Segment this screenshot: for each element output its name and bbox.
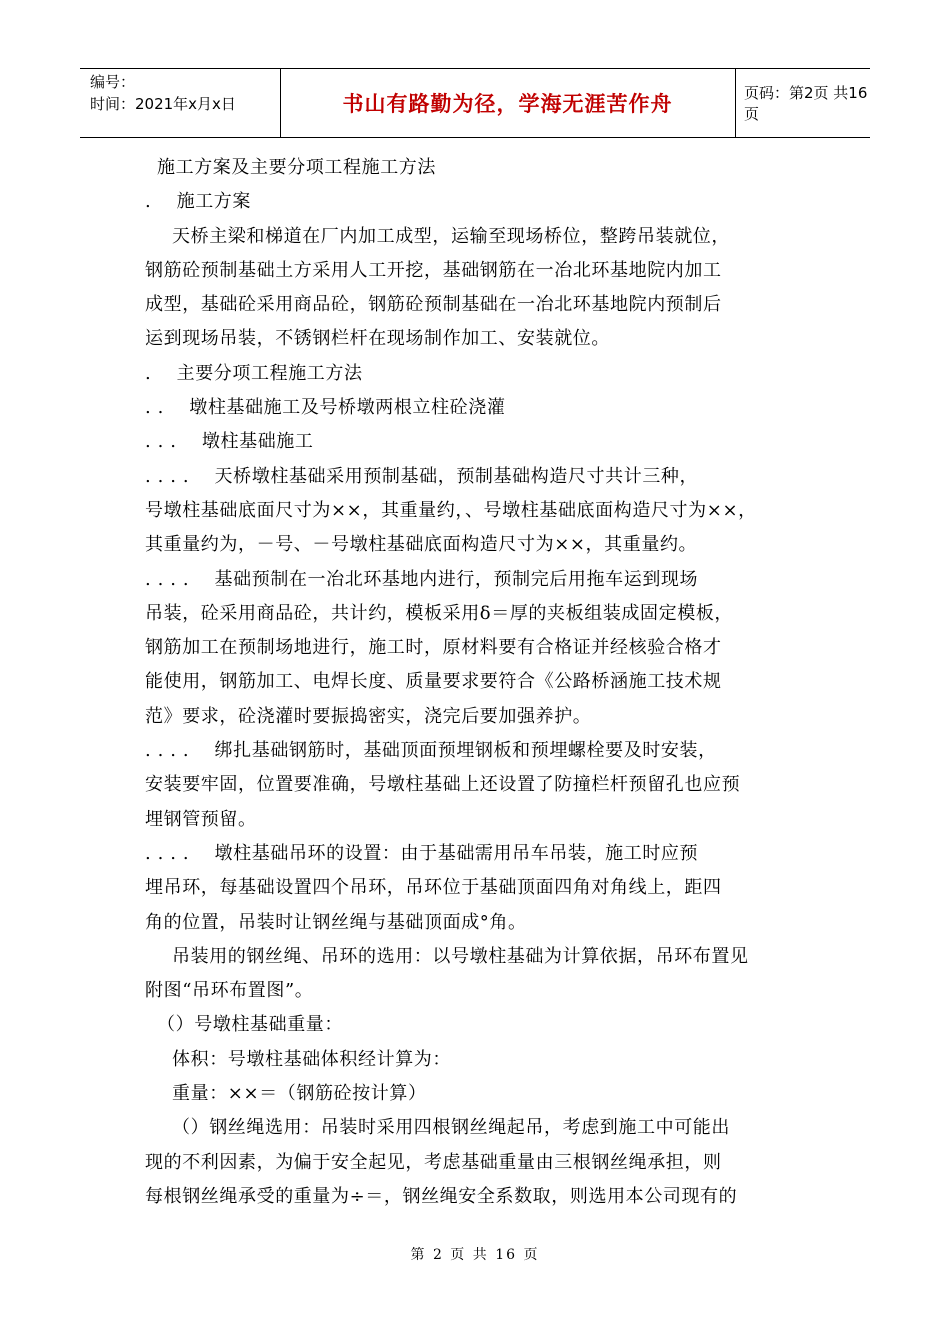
text-line: 吊装，砼采用商品砼，共计约，模板采用δ＝厚的夹板组装成固定模板， <box>145 602 734 624</box>
text-line: 每根钢丝绳承受的重量为÷＝，钢丝绳安全系数取，则选用本公司现有的 <box>145 1185 738 1207</box>
header-number-label: 编号： <box>90 73 136 91</box>
text-line: 附图“吊环布置图”。 <box>145 980 314 1002</box>
text-line: （）钢丝绳选用：吊装时采用四根钢丝绳起吊，考虑到施工中可能出 <box>172 1117 730 1139</box>
text-line: . . . . 墩柱基础吊环的设置：由于基础需用吊车吊装，施工时应预 <box>145 842 699 864</box>
text-line: 钢筋加工在预制场地进行，施工时，原材料要有合格证并经核验合格才 <box>145 637 722 659</box>
text-line: 埋钢管预留。 <box>145 808 257 830</box>
text-line: 吊装用的钢丝绳、吊环的选用：以号墩柱基础为计算依据，吊环布置见 <box>172 945 749 967</box>
header-time-label: 时间：2021年x月x日 <box>90 95 236 113</box>
text-line: 号墩柱基础底面尺寸为××，其重量约，、号墩柱基础底面构造尺寸为××， <box>145 499 757 521</box>
text-line: 埋吊环，每基础设置四个吊环，吊环位于基础顶面四角对角线上，距四 <box>145 877 722 899</box>
text-line: 能使用，钢筋加工、电焊长度、质量要求要符合《公路桥涵施工技术规 <box>145 671 722 693</box>
text-line: . . . . 基础预制在一冶北环基地内进行，预制完后用拖车运到现场 <box>145 568 699 590</box>
header-meta <box>90 71 236 115</box>
text-line: 天桥主梁和梯道在厂内加工成型，运输至现场桥位，整跨吊装就位， <box>172 225 730 247</box>
text-line: 现的不利因素，为偏于安全起见，考虑基础重量由三根钢丝绳承担，则 <box>145 1151 722 1173</box>
text-line: （）号墩柱基础重量： <box>157 1014 343 1036</box>
text-line: . 主要分项工程施工方法 <box>145 362 363 384</box>
text-line: 安装要牢固，位置要准确，号墩柱基础上还设置了防撞栏杆预留孔也应预 <box>145 774 741 796</box>
text-line: 重量：××＝（钢筋砼按计算） <box>172 1083 427 1105</box>
header-motto: 书山有路勤为径，学海无涯苦作舟 <box>342 92 673 116</box>
text-line: . 施工方案 <box>145 191 252 213</box>
header-divider <box>735 69 736 137</box>
text-line: 角的位置，吊装时让钢丝绳与基础顶面成°角。 <box>145 911 527 933</box>
text-line: 体积：号墩柱基础体积经计算为： <box>172 1048 451 1070</box>
header-page-info: 页码：第2页 共16页 <box>744 84 868 123</box>
text-line: . . 墩柱基础施工及号桥墩两根立柱砼浇灌 <box>145 397 506 419</box>
page-header <box>80 68 870 138</box>
text-line: . . . . 绑扎基础钢筋时，基础顶面预埋钢板和预埋螺栓要及时安装， <box>145 740 717 762</box>
text-line: 施工方案及主要分项工程施工方法 <box>157 157 436 178</box>
text-line: 其重量约为，－号、－号墩柱基础底面构造尺寸为××，其重量约。 <box>145 534 698 556</box>
page-footer: 第 2 页 共 16 页 <box>410 1247 540 1263</box>
text-line: 成型，基础砼采用商品砼，钢筋砼预制基础在一冶北环基地院内预制后 <box>145 294 722 316</box>
text-line: 范》要求，砼浇灌时要振捣密实，浇完后要加强养护。 <box>145 705 592 727</box>
text-line: 运到现场吊装，不锈钢栏杆在现场制作加工、安装就位。 <box>145 328 610 350</box>
text-line: . . . 墩柱基础施工 <box>145 431 314 453</box>
document-body <box>145 151 810 1214</box>
text-line: . . . . 天桥墩柱基础采用预制基础，预制基础构造尺寸共计三种， <box>145 465 699 487</box>
text-line: 钢筋砼预制基础土方采用人工开挖，基础钢筋在一冶北环基地院内加工 <box>145 259 722 281</box>
